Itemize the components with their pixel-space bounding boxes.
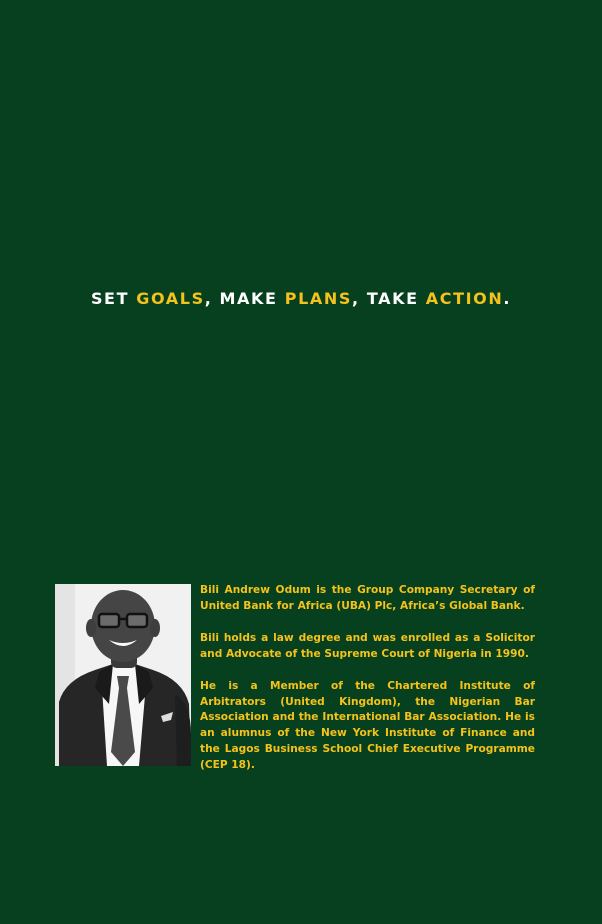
tagline [0,289,602,308]
tagline-action: ACTION [425,289,504,308]
tagline-take: , TAKE [351,289,426,308]
author-photo [55,584,191,766]
tagline-set: SET [90,289,137,308]
tagline-make: , MAKE [204,289,285,308]
tagline-goals: GOALS [136,289,205,308]
bio-paragraph: He is a Member of the Chartered Institute of Arbitrators (United Kingdom), the Nigerian Bar Association and the International Bar Association. He is an alumnus of the New York Institute of Finance and the Lagos Business School Chief Executive Programme (CEP 18). [200,679,535,772]
bio-paragraph: Bili Andrew Odum is the Group Company Secretary of United Bank for Africa (UBA) Plc, Africa’s Global Bank. [200,584,535,612]
bio-paragraph: Bili holds a law degree and was enrolled as a Solicitor and Advocate of the Supreme Court of Nigeria in 1990. [200,631,535,660]
author-bio [200,583,535,790]
tagline-period: . [503,289,512,308]
tagline-plans: PLANS [284,289,352,308]
